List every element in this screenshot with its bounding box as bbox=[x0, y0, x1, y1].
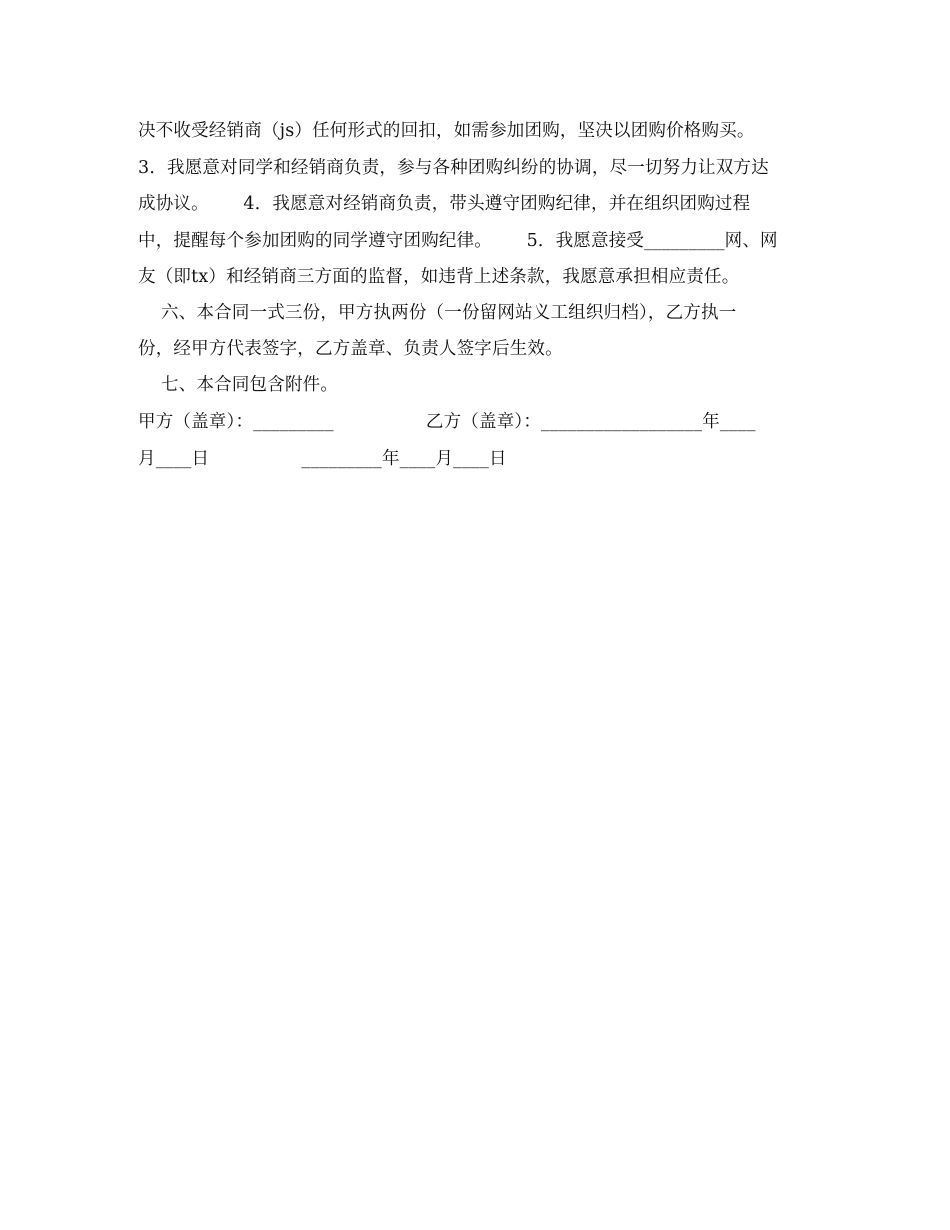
paragraph-line: 3．我愿意对同学和经销商负责，参与各种团购纠纷的协调，尽一切努力让双方达 bbox=[138, 158, 769, 178]
signature-line-parties: 甲方（盖章）：_________ 乙方（盖章）：__________________年____ bbox=[138, 412, 756, 432]
paragraph-line: 成协议。 4．我愿意对经销商负责，带头遵守团购纪律，并在组织团购过程 bbox=[138, 194, 751, 214]
paragraph-line: 份，经甲方代表签字，乙方盖章、负责人签字后生效。 bbox=[138, 339, 563, 359]
paragraph-line: 中，提醒每个参加团购的同学遵守团购纪律。 5．我愿意接受_________网、网 bbox=[138, 231, 778, 251]
signature-line-dates: 月____日 _________年____月____日 bbox=[138, 449, 507, 469]
paragraph-line: 决不收受经销商（js）任何形式的回扣，如需参加团购，坚决以团购价格购买。 bbox=[138, 121, 755, 141]
paragraph-line: 七、本合同包含附件。 bbox=[138, 375, 339, 395]
paragraph-line: 六、本合同一式三份，甲方执两份（一份留网站义工组织归档），乙方执一 bbox=[138, 303, 737, 323]
paragraph-line: 友（即tx）和经销商三方面的监督，如违背上述条款，我愿意承担相应责任。 bbox=[138, 267, 740, 287]
